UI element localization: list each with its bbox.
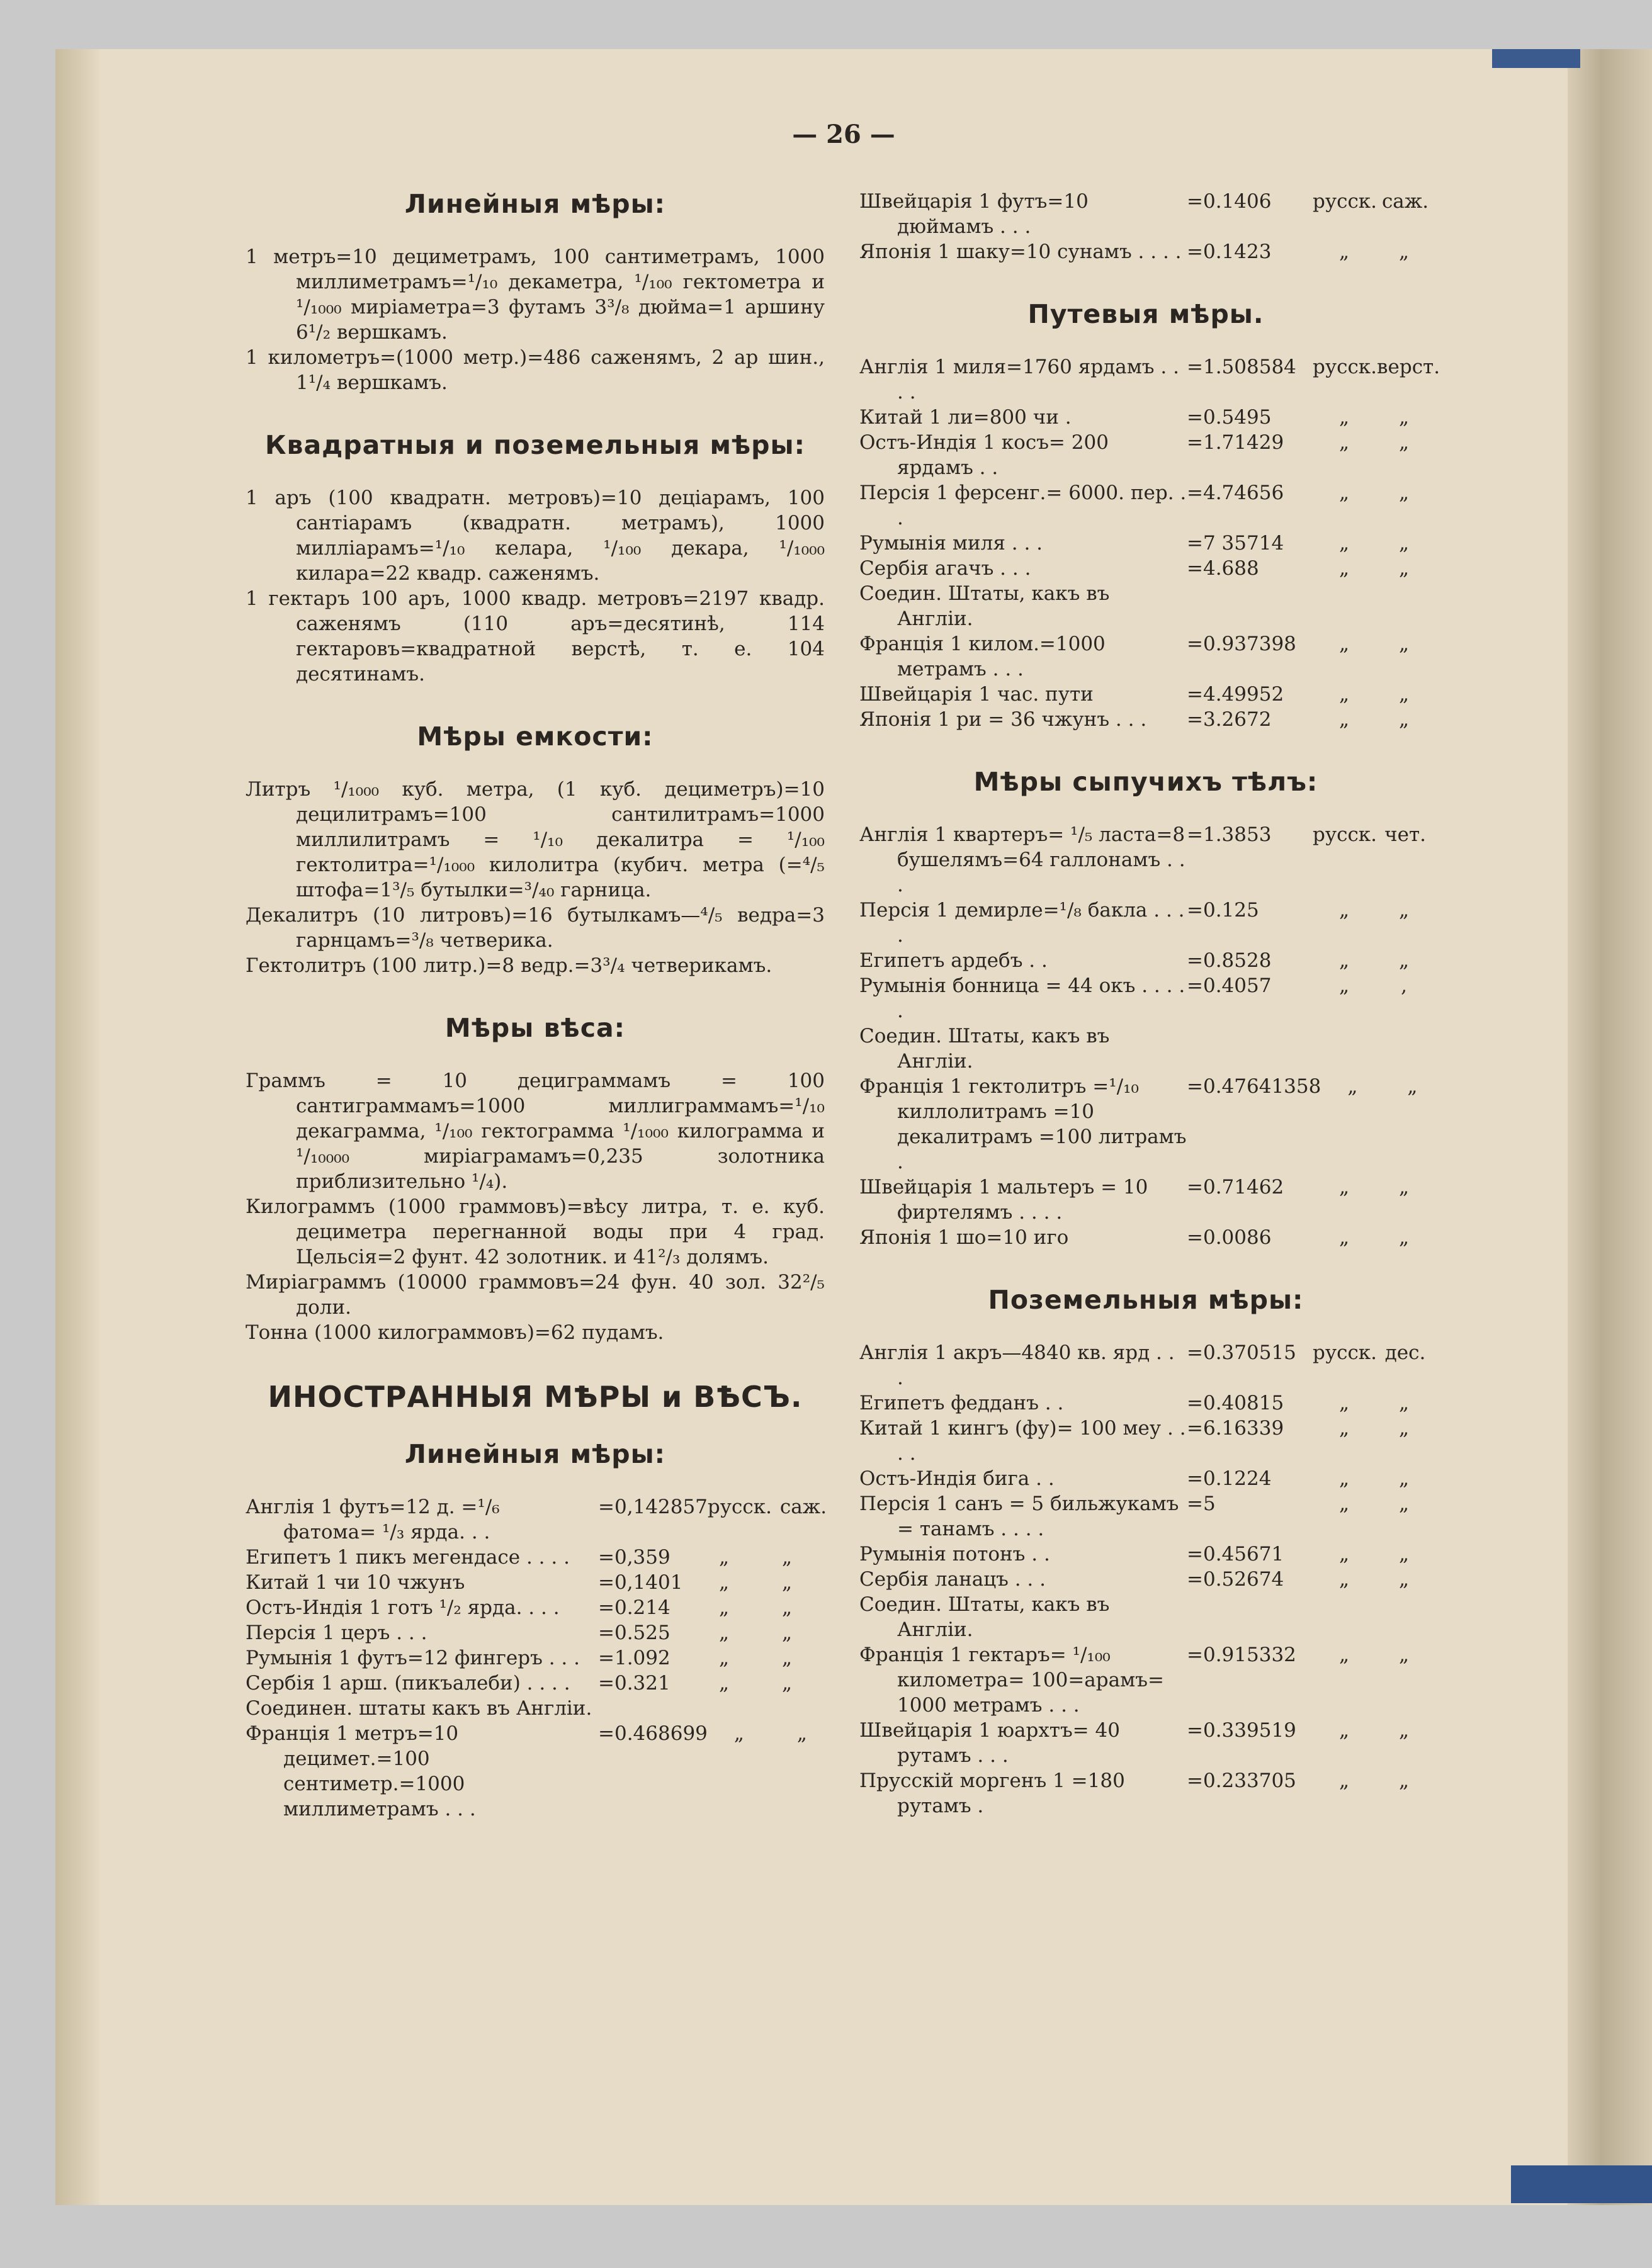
capacity-text	[246, 777, 825, 978]
table-row: Сербія агачъ . . . =4.688 „ „	[859, 557, 1410, 580]
table-row: Англія 1 футъ=12 д. =¹/₆ фатома= ¹/₃ ярда. . . =0,142857 русск. саж.	[246, 1496, 827, 1543]
section-title-square: Квадратныя и поземельныя мѣры:	[265, 430, 805, 460]
table-row: Китай 1 кингъ (фу)= 100 меу . . . . =6.16339 „ „	[859, 1417, 1410, 1465]
table-row: Японія 1 шо=10 иго =0.0086 „ „	[859, 1226, 1410, 1249]
table-row: Румынія 1 футъ=12 фингеръ . . . =1.092 „ „	[246, 1647, 793, 1669]
table-row: Англія 1 квартеръ= ¹/₅ ласта=8 бушелямъ=64 галлонамъ . . . =1.3853 русск. чет.	[859, 823, 1426, 896]
table-row: Швейцарія 1 час. пути =4.49952 „ „	[859, 683, 1410, 706]
section-title-bulk: Мѣры сыпучихъ тѣлъ:	[973, 767, 1318, 797]
section-title-road: Путевыя мѣры.	[1027, 299, 1264, 329]
table-row: Франція 1 гектолитръ =¹/₁₀ киллолитрамъ =10 декалитрамъ =100 литрамъ . =0.47641358 „ „	[859, 1075, 1418, 1173]
paragraph: Килограммъ (1000 граммовъ)=вѣсу литра, т. е. куб. дециметра перегнанной воды при 4 град. Цельсія=2 фунт. 42 золотник. и 41²/₃ долямъ.	[246, 1195, 825, 1268]
section-title-capacity: Мѣры емкости:	[417, 721, 653, 752]
table-row: Англія 1 миля=1760 ярдамъ . . . . =1.508584 русск. верст.	[859, 356, 1440, 403]
table-row: Китай 1 чи 10 чжунъ =0,1401 „ „	[246, 1571, 793, 1594]
table-row: Швейцарія 1 мальтеръ = 10 фиртелямъ . . . . =0.71462 „ „	[859, 1176, 1410, 1224]
table-row: Персія 1 демирле=¹/₈ бакла . . . . =0.125 „ „	[859, 899, 1410, 947]
page-number: — 26 —	[792, 120, 895, 149]
land-table	[859, 1340, 1432, 1819]
weight-text	[246, 1068, 825, 1345]
swiss-japan-linear-table	[859, 189, 1432, 264]
table-row: Китай 1 ли=800 чи . =0.5495 „ „	[859, 406, 1410, 429]
table-row: Соедин. Штаты, какъ въ Англіи.	[859, 1593, 1110, 1641]
table-row: Швейцарія 1 юархтъ= 40 рутамъ . . . =0.339519 „ „	[859, 1719, 1410, 1767]
square-text	[246, 485, 825, 687]
table-row: Остъ-Индія 1 косъ= 200 ярдамъ . . =1.71429 „ „	[859, 431, 1410, 479]
table-row: Франція 1 килом.=1000 метрамъ . . . =0.937398 „ „	[859, 633, 1410, 680]
table-row: Румынія миля . . . =7 35714 „ „	[859, 532, 1410, 555]
table-row: Японія 1 шаку=10 сунамъ . . . . =0.1423 „ „	[859, 240, 1410, 263]
cover-edge	[1492, 49, 1580, 68]
table-row: Франція 1 метръ=10 децимет.=100 сентиметр.=1000 миллиметрамъ . . . =0.468699 „ „	[246, 1722, 807, 1820]
paragraph: 1 аръ (100 квадратн. метровъ)=10 деціарамъ, 100 сантіарамъ (квадратн. метрамъ), 1000 милліарамъ=¹/₁₀ келара, ¹/₁₀₀ декара, ¹/₁₀₀₀ килара=22 квадр. саженямъ.	[246, 487, 825, 585]
section-title-foreign: ИНОСТРАННЫЯ МѢРЫ и ВѢСЪ.	[268, 1380, 803, 1414]
table-row: Сербія ланацъ . . . =0.52674 „ „	[859, 1568, 1410, 1591]
table-row: Прусскій моргенъ 1 =180 рутамъ . =0.233705 „ „	[859, 1769, 1410, 1817]
table-row: Соединен. штаты какъ въ Англіи.	[246, 1697, 592, 1720]
paragraph: Граммъ = 10 дециграммамъ = 100 сантиграммамъ=1000 миллиграммамъ=¹/₁₀ декаграмма, ¹/₁₀₀ гектограмма ¹/₁₀₀₀ килограмма и ¹/₁₀₀₀₀ миріаграмамъ=0,235 золотника приблизительно ¹/₄).	[246, 1069, 825, 1193]
section-title-weight: Мѣры вѣса:	[444, 1013, 626, 1043]
table-row: Персія 1 санъ = 5 бильжукамъ = танамъ . . . . =5 „ „	[859, 1492, 1410, 1540]
paragraph: Литръ ¹/₁₀₀₀ куб. метра, (1 куб. дециметръ)=10 децилитрамъ=100 сантилитрамъ=1000 миллилитрамъ = ¹/₁₀ декалитра = ¹/₁₀₀ гектолитра=¹/₁₀₀₀ килолитра (кубич. метра (=⁴/₅ штофа=1³/₅ бутылки=³/₄₀ гарница.	[246, 778, 825, 901]
cover-edge-bottom	[1511, 2165, 1652, 2203]
book-spine	[1568, 49, 1652, 2205]
table-row: Румынія потонъ . . =0.45671 „ „	[859, 1543, 1410, 1566]
table-row: Франція 1 гектаръ= ¹/₁₀₀ километра= 100=арамъ= 1000 метрамъ . . . =0.915332 „ „	[859, 1644, 1410, 1717]
table-row: Соедин. Штаты, какъ въ Англіи.	[859, 582, 1110, 630]
table-row: Остъ-Индія 1 готъ ¹/₂ ярда. . . . =0.214 „ „	[246, 1596, 793, 1619]
paragraph: Гектолитръ (100 литр.)=8 ведр.=3³/₄ четверикамъ.	[246, 954, 772, 977]
table-row: Соедин. Штаты, какъ въ Англіи.	[859, 1025, 1110, 1073]
table-row: Остъ-Индія бига . . =0.1224 „ „	[859, 1467, 1410, 1490]
section-title-foreign-linear: Линейныя мѣры:	[404, 1439, 666, 1469]
table-row: Сербія 1 арш. (пикъалеби) . . . . =0.321 „ „	[246, 1672, 793, 1695]
road-table	[859, 354, 1440, 732]
table-row: Персія 1 церъ . . . =0.525 „ „	[246, 1622, 793, 1644]
table-row: Египетъ ардебъ . . =0.8528 „ „	[859, 949, 1410, 972]
table-row: Англія 1 акръ—4840 кв. ярд . . . =0.370515 русск. дес.	[859, 1341, 1426, 1389]
paragraph: Декалитръ (10 литровъ)=16 бутылкамъ—⁴/₅ ведра=3 гарнцамъ=³/₈ четверика.	[246, 904, 825, 952]
paragraph: 1 метръ=10 дециметрамъ, 100 сантиметрамъ, 1000 миллиметрамъ=¹/₁₀ декаметра, ¹/₁₀₀ гектометра и ¹/₁₀₀₀ миріаметра=3 футамъ 3³/₈ дюйма=1 аршину 6¹/₂ вершкамъ.	[246, 245, 825, 344]
table-row: Персія 1 ферсенг.= 6000. пер. . . =4.74656 „ „	[859, 482, 1410, 529]
bulk-table	[859, 822, 1432, 1250]
paragraph: Тонна (1000 килограммовъ)=62 пудамъ.	[246, 1321, 664, 1344]
section-title-land: Поземельныя мѣры:	[988, 1285, 1304, 1315]
table-row: Египетъ 1 пикъ мегендасе . . . . =0,359 „ „	[246, 1546, 793, 1569]
right-column	[859, 189, 1440, 1819]
linear-text	[246, 244, 825, 395]
paragraph: 1 километръ=(1000 метр.)=486 саженямъ, 2 ар шин., 1¹/₄ вершкамъ.	[246, 346, 825, 394]
table-row: Египетъ федданъ . . =0.40815 „ „	[859, 1392, 1410, 1414]
left-column	[246, 189, 825, 1822]
table-row: Швейцарія 1 футъ=10 дюймамъ . . . =0.1406 русск. саж.	[859, 190, 1429, 238]
foreign-linear-table	[246, 1494, 825, 1822]
paragraph: Миріаграммъ (10000 граммовъ=24 фун. 40 зол. 32²/₅ доли.	[246, 1271, 825, 1319]
table-row: Японія 1 ри = 36 чжунъ . . . =3.2672 „ „	[859, 708, 1410, 731]
table-row: Румынія бонница = 44 окъ . . . . . =0.4057 „ ,	[859, 974, 1407, 1022]
paragraph: 1 гектаръ 100 аръ, 1000 квадр. метровъ=2197 квадр. саженямъ (110 аръ=десятинѣ, 114 гектаровъ=квадратной верстѣ, т. е. 104 десятинамъ.	[246, 587, 825, 685]
section-title-linear: Линейныя мѣры:	[404, 189, 666, 219]
